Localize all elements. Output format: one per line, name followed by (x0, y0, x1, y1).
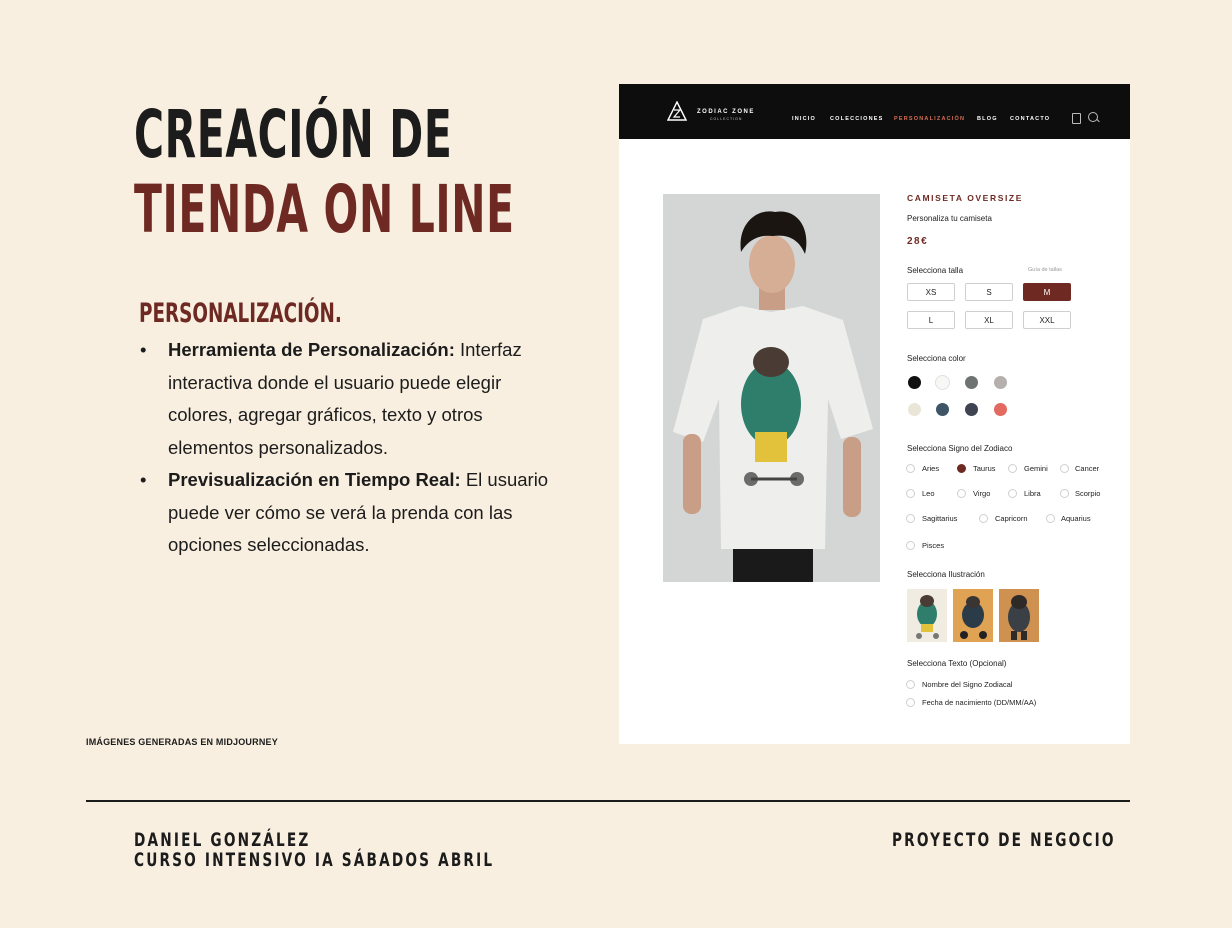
zodiac-option-label: Pisces (922, 541, 945, 550)
color-swatch-5[interactable] (908, 403, 921, 416)
footer-project: PROYECTO DE NEGOCIO (892, 829, 1116, 851)
illustration-option-3[interactable] (999, 589, 1039, 642)
color-swatch-7[interactable] (965, 403, 978, 416)
zodiac-option-label: Aries (922, 464, 940, 473)
product-photo (663, 194, 880, 582)
product-subtitle: Personaliza tu camiseta (907, 214, 992, 223)
radio-aquarius[interactable] (1046, 514, 1055, 523)
zodiac-option-label: Capricorn (995, 514, 1028, 523)
title-line-1: CREACIÓN DE (134, 96, 453, 173)
size-label: Selecciona talla (907, 266, 964, 275)
zodiac-option-label: Taurus (973, 464, 996, 473)
radio-libra[interactable] (1008, 489, 1017, 498)
illustration-label: Selecciona Ilustración (907, 570, 985, 579)
text-option-sign-name: Nombre del Signo Zodiacal (922, 680, 1013, 689)
shop-navbar (619, 84, 1130, 139)
zodiac-option-label: Gemini (1024, 464, 1048, 473)
nav-colecciones[interactable]: COLECCIONES (830, 116, 884, 122)
color-swatch-1[interactable] (908, 376, 921, 389)
product-name: CAMISETA OVERSIZE (907, 193, 1023, 203)
zodiac-option-label: Scorpio (1075, 489, 1101, 498)
color-label: Selecciona color (907, 354, 966, 363)
illustration-option-1[interactable] (907, 589, 947, 642)
radio-virgo[interactable] (957, 489, 966, 498)
bullet-item-2: • Previsualización en Tiempo Real: El usuario puede ver cómo se verá la prenda con las opciones seleccionadas. (140, 464, 560, 562)
color-swatch-6[interactable] (936, 403, 949, 416)
size-guide-link[interactable]: Guía de tallas (1028, 267, 1062, 273)
size-button-l[interactable]: L (907, 311, 955, 329)
radio-scorpio[interactable] (1060, 489, 1069, 498)
zodiac-option-label: Sagittarius (922, 514, 958, 523)
radio-sign-name[interactable] (906, 680, 915, 689)
nav-personalizacion[interactable]: PERSONALIZACIÓN (894, 116, 966, 122)
shopping-bag-icon[interactable] (1072, 113, 1081, 124)
bullet-item-1: • Herramienta de Personalización: Interfaz interactiva donde el usuario puede elegir colores, agregar gráficos, texto y otros elementos personalizados. (140, 334, 560, 464)
color-swatch-3[interactable] (965, 376, 978, 389)
zodiac-logo-icon (667, 101, 687, 121)
product-price: 28€ (907, 236, 929, 247)
radio-aries[interactable] (906, 464, 915, 473)
zodiac-label: Selecciona Signo del Zodiaco (907, 444, 1013, 453)
size-button-xs[interactable]: XS (907, 283, 955, 301)
title-line-2: TIENDA ON LINE (134, 171, 515, 248)
nav-contacto[interactable]: CONTACTO (1010, 116, 1051, 122)
image-credit: IMÁGENES GENERADAS EN MIDJOURNEY (86, 737, 278, 747)
bullet-list (140, 334, 560, 562)
radio-pisces[interactable] (906, 541, 915, 550)
size-button-xl[interactable]: XL (965, 311, 1013, 329)
shop-brand[interactable]: ZODIAC ZONE (697, 109, 755, 115)
zodiac-option-label: Virgo (973, 489, 991, 498)
text-option-birth-date: Fecha de nacimiento (DD/MM/AA) (922, 698, 1037, 707)
zodiac-option-label: Leo (922, 489, 935, 498)
nav-blog[interactable]: BLOG (977, 116, 998, 122)
section-heading: PERSONALIZACIÓN. (139, 298, 342, 329)
radio-sagittarius[interactable] (906, 514, 915, 523)
radio-gemini[interactable] (1008, 464, 1017, 473)
shop-brand-sub: COLLECTION (710, 117, 743, 121)
nav-inicio[interactable]: INICIO (792, 116, 817, 122)
illustration-option-2[interactable] (953, 589, 993, 642)
size-button-s[interactable]: S (965, 283, 1013, 301)
footer-divider (86, 800, 1130, 802)
radio-capricorn[interactable] (979, 514, 988, 523)
color-swatch-4[interactable] (994, 376, 1007, 389)
shop-mockup (619, 84, 1130, 744)
size-button-m[interactable]: M (1023, 283, 1071, 301)
radio-birth-date[interactable] (906, 698, 915, 707)
zodiac-option-label: Cancer (1075, 464, 1100, 473)
zodiac-option-label: Libra (1024, 489, 1041, 498)
color-swatch-2[interactable] (936, 376, 949, 389)
search-icon[interactable] (1088, 112, 1098, 122)
footer-course: CURSO INTENSIVO IA SÁBADOS ABRIL (134, 849, 495, 871)
size-button-xxl[interactable]: XXL (1023, 311, 1071, 329)
footer-author: DANIEL GONZÁLEZ (134, 829, 311, 851)
zodiac-option-label: Aquarius (1061, 514, 1091, 523)
radio-cancer[interactable] (1060, 464, 1069, 473)
text-option-label: Selecciona Texto (Opcional) (907, 659, 1007, 668)
color-swatch-8[interactable] (994, 403, 1007, 416)
radio-taurus[interactable] (957, 464, 966, 473)
radio-leo[interactable] (906, 489, 915, 498)
